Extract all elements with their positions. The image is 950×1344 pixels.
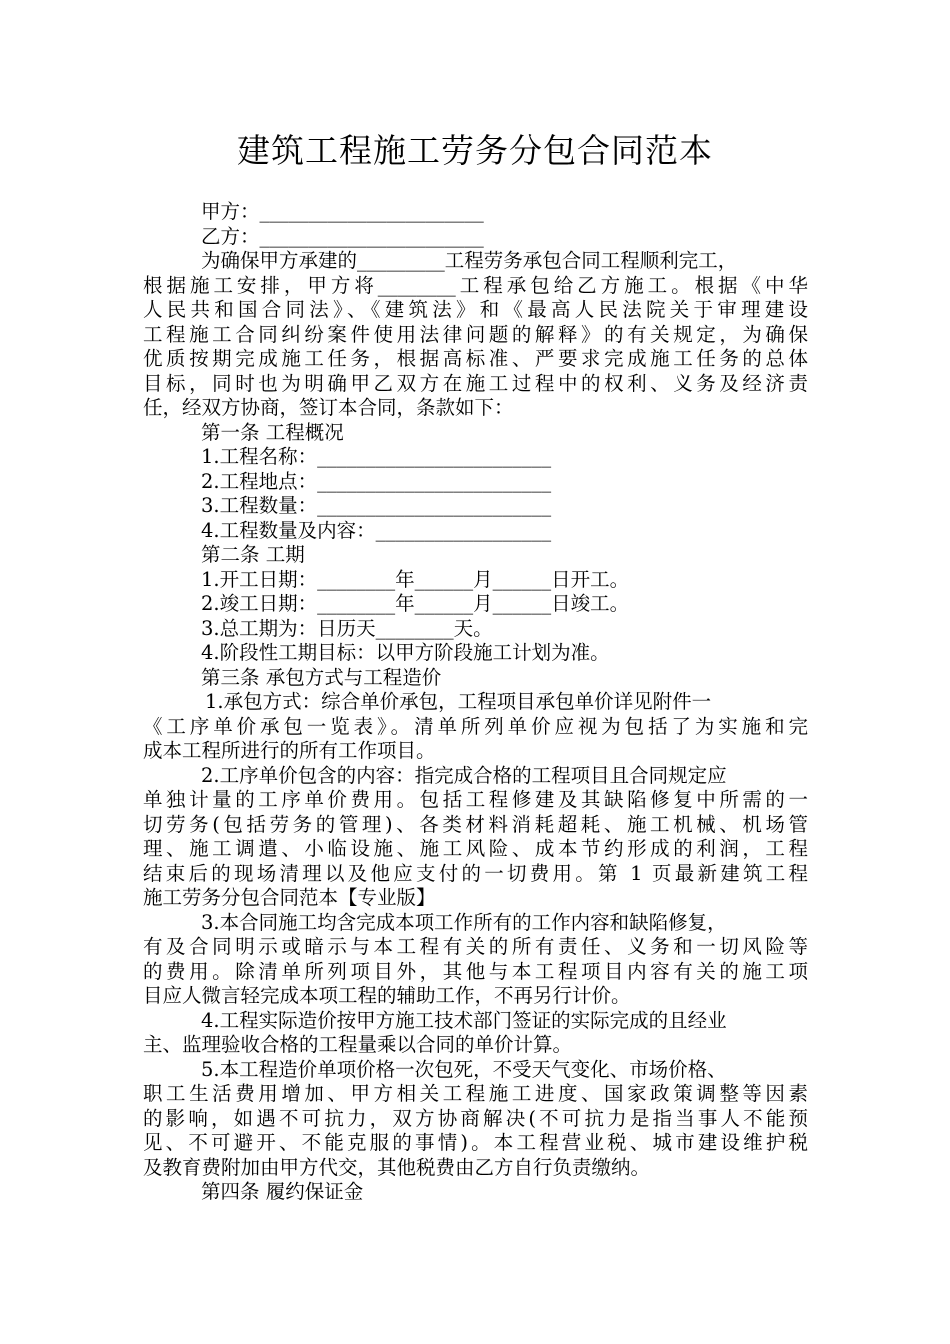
document-line: 理、施工调遣、小临设施、施工风险、成本节约形成的利润，工程	[143, 837, 808, 860]
document-line: 的影响，如遇不可抗力，双方协商解决(不可抗力是指当事人不能预	[143, 1106, 808, 1130]
document-line: 根据施工安排，甲方将________工程承包给乙方施工。根据《中华	[143, 273, 808, 297]
document-line: 3.工程数量：________________________	[201, 494, 552, 517]
document-line: 及教育费附加由甲方代交，其他税费由乙方自行负责缴纳。	[143, 1155, 651, 1179]
document-line: 成本工程所进行的所有工作项目。	[143, 739, 436, 762]
document-line: 甲方：_______________________	[201, 200, 484, 223]
document-line: 有及合同明示或暗示与本工程有关的所有责任、义务和一切风险等	[143, 935, 808, 958]
document-line: 3.总工期为：日历天________天。	[201, 616, 493, 640]
document-line: 2.工程地点：________________________	[201, 469, 552, 493]
document-line: 的费用。除清单所列项目外，其他与本工程项目内容有关的施工项	[143, 959, 808, 983]
document-line: 第一条 工程概况	[201, 420, 344, 444]
document-line: 见、不可避开、不能克服的事情)。本工程营业税、城市建设维护税	[143, 1131, 808, 1154]
document-line: 《工序单价承包一览表》。清单所列单价应视为包括了为实施和完	[143, 714, 808, 738]
document-line: 1.开工日期：________年______月______日开工。	[201, 567, 630, 591]
document-line: 人民共和国合同法》、《建筑法》和《最高人民法院关于审理建设	[143, 298, 808, 321]
document-line: 优质按期完成施工任务，根据高标准、严要求完成施工任务的总体	[143, 347, 808, 370]
document-line: 主、监理验收合格的工程量乘以合同的单价计算。	[143, 1033, 573, 1056]
document-line: 职工生活费用增加、甲方相关工程施工进度、国家政策调整等因素	[143, 1082, 808, 1105]
document-body	[143, 200, 808, 1205]
document-line: 结束后的现场清理以及他应支付的一切费用。第 1 页最新建筑工程	[143, 861, 808, 885]
document-line: 1.工程名称：________________________	[201, 445, 552, 468]
document-line: 切劳务(包括劳务的管理)、各类材料消耗超耗、施工机械、机场管	[143, 812, 808, 836]
document-line: 第三条 承包方式与工程造价	[201, 665, 442, 689]
document-line: 2.竣工日期：________年______月______日竣工。	[201, 592, 630, 615]
document-line: 第四条 履约保证金	[201, 1180, 364, 1203]
document-line: 目标，同时也为明确甲乙双方在施工过程中的权利、义务及经济责	[143, 371, 808, 395]
document-line: 5.本工程造价单项价格一次包死，不受天气变化、市场价格、	[201, 1057, 727, 1081]
document-line: 第二条 工期	[201, 543, 305, 566]
document-line: 4.工程数量及内容：__________________	[201, 518, 552, 542]
document-line: 4.阶段性工期目标：以甲方阶段施工计划为准。	[201, 641, 610, 664]
document-line: 目应人微言轻完成本项工程的辅助工作，不再另行计价。	[143, 984, 631, 1007]
document-line: 3.本合同施工均含完成本项工作所有的工作内容和缺陷修复，	[201, 910, 727, 934]
document-line: 4.工程实际造价按甲方施工技术部门签证的实际完成的且经业	[201, 1008, 727, 1032]
document-line: 1.承包方式：综合单价承包，工程项目承包单价详见附件一	[205, 690, 712, 713]
document-line: 2.工序单价包含的内容：指完成合格的工程项目且合同规定应	[201, 763, 727, 787]
document-line: 任，经双方协商，签订本合同，条款如下：	[143, 396, 514, 419]
document-line: 单独计量的工序单价费用。包括工程修建及其缺陷修复中所需的一	[143, 788, 808, 811]
document-line: 施工劳务分包合同范本【专业版】	[143, 886, 436, 909]
document-line: 乙方：_______________________	[201, 224, 484, 248]
document-line: 工程施工合同纠纷案件使用法律问题的解释》的有关规定，为确保	[143, 322, 808, 346]
document-title: 建筑工程施工劳务分包合同范本	[237, 131, 713, 170]
document-line: 为确保甲方承建的_________工程劳务承包合同工程顺利完工，	[201, 249, 738, 272]
